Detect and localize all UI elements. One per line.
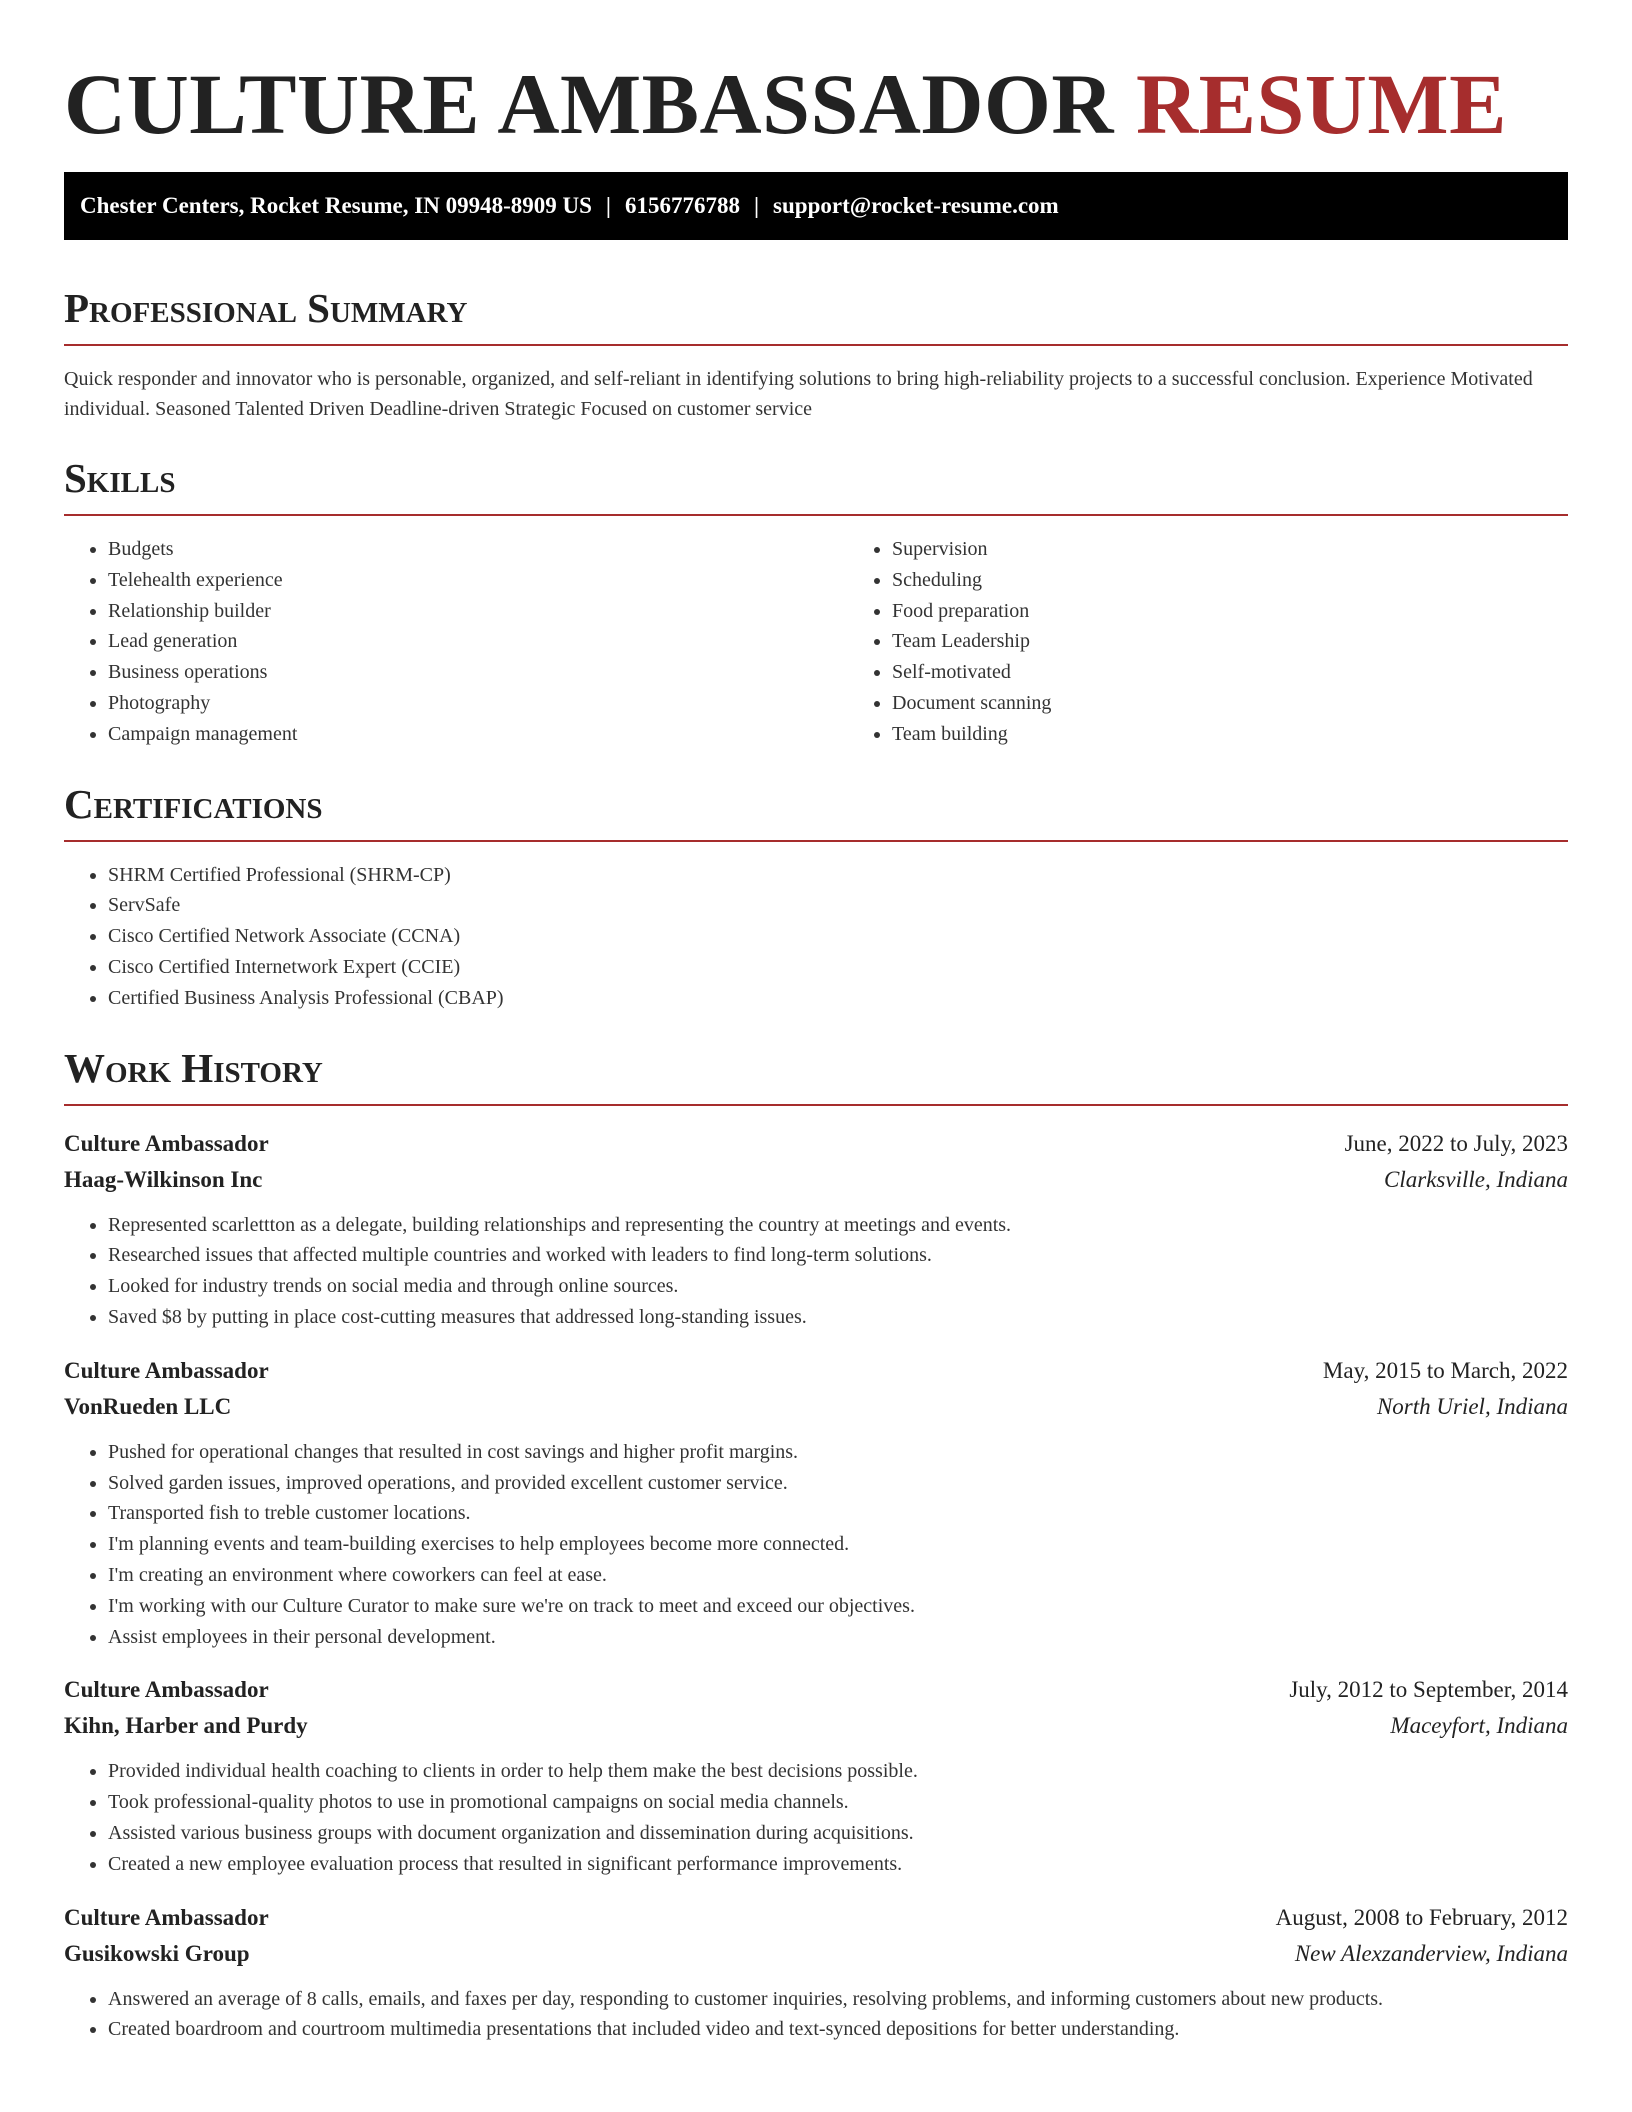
job-company: Gusikowski Group — [64, 1940, 250, 1966]
skill-item: • Team building — [892, 719, 1632, 750]
job-dates: July, 2012 to September, 2014 — [1289, 1677, 1568, 1703]
job-duty: • I'm creating an environment where coworkers can feel at ease. — [108, 1560, 1568, 1591]
skill-item: • Supervision — [892, 534, 1632, 565]
skill-item: • Document scanning — [892, 688, 1632, 719]
skill-item: • Telehealth experience — [108, 565, 848, 596]
job-duty: • Provided individual health coaching to clients in order to help them make the best decisions possible. — [108, 1756, 1568, 1787]
job-duty: • Researched issues that affected multiple countries and worked with leaders to find long-term solutions. — [108, 1240, 1568, 1271]
job-duty: • Transported fish to treble customer locations. — [108, 1498, 1568, 1529]
skill-item: • Self-motivated — [892, 657, 1632, 688]
job-dates: May, 2015 to March, 2022 — [1322, 1357, 1568, 1383]
job-header-row — [64, 1126, 1568, 1162]
resume-title — [64, 58, 1568, 150]
summary-text: Quick responder and innovator who is personable, organized, and self-reliant in identifying solutions to bring high-reliability projects to a successful conclusion. Experience Motivated individual. Seasoned Talented Driven Deadline-driven Strategic Focused on customer service — [64, 368, 1533, 420]
job-title: Culture Ambassador — [64, 1677, 269, 1703]
job-location: New Alexzanderview, Indiana — [1294, 1940, 1568, 1966]
job-duty: • Took professional-quality photos to use in promotional campaigns on social media channels. — [108, 1787, 1568, 1818]
contact-bar — [64, 172, 1568, 240]
summary-heading: Professional Summary — [64, 284, 1568, 346]
contact-separator: | — [753, 193, 760, 218]
job-company: Kihn, Harber and Purdy — [64, 1713, 308, 1739]
skill-item: • Food preparation — [892, 596, 1632, 627]
job-entry — [64, 1672, 1568, 1879]
skills-columns — [64, 516, 1568, 750]
certification-item: • Certified Business Analysis Professional (CBAP) — [108, 983, 1568, 1014]
job-duty: • Solved garden issues, improved operations, and provided excellent customer service. — [108, 1468, 1568, 1499]
contact-separator: | — [605, 193, 611, 218]
contact-email: support@rocket-resume.com — [773, 193, 1059, 218]
skill-item: • Business operations — [108, 657, 848, 688]
certification-item: • SHRM Certified Professional (SHRM-CP) — [108, 860, 1568, 891]
skill-item: • Photography — [108, 688, 848, 719]
job-company: VonRueden LLC — [64, 1393, 232, 1419]
job-entry — [64, 1126, 1568, 1333]
job-duty: • Pushed for operational changes that resulted in cost savings and higher profit margins. — [108, 1437, 1568, 1468]
job-entry — [64, 1353, 1568, 1653]
title-accent: RESUME — [1136, 56, 1507, 152]
job-location: Maceyfort, Indiana — [1390, 1713, 1568, 1739]
resume-page — [64, 0, 1568, 2045]
job-title: Culture Ambassador — [64, 1904, 269, 1930]
job-duty: • I'm planning events and team-building exercises to help employees become more connected. — [108, 1529, 1568, 1560]
contact-address: Chester Centers, Rocket Resume, IN 09948-8909 US — [80, 193, 592, 218]
job-title: Culture Ambassador — [64, 1130, 269, 1156]
work-history-heading: Work History — [64, 1044, 1568, 1106]
job-company-row — [64, 1708, 1568, 1744]
job-title: Culture Ambassador — [64, 1357, 269, 1383]
job-header-row — [64, 1672, 1568, 1708]
job-duties-list — [64, 1756, 1568, 1879]
skills-list-left — [64, 534, 848, 750]
job-company-row — [64, 1936, 1568, 1972]
skill-item: • Scheduling — [892, 565, 1632, 596]
skill-item: • Team Leadership — [892, 626, 1632, 657]
title-main: CULTURE AMBASSADOR — [64, 56, 1114, 152]
skill-item: • Relationship builder — [108, 596, 848, 627]
job-duty: • Answered an average of 8 calls, emails, and faxes per day, responding to customer inquiries, resolving problems, and informing customers about new products. — [108, 1984, 1568, 2015]
certification-item: • ServSafe — [108, 890, 1568, 921]
skills-list-right — [848, 534, 1632, 750]
certifications-list — [64, 860, 1568, 1014]
job-duty: • I'm working with our Culture Curator to make sure we're on track to meet and exceed our objectives. — [108, 1591, 1568, 1622]
job-company-row — [64, 1389, 1568, 1425]
certifications-heading: Certifications — [64, 780, 1568, 842]
job-dates: June, 2022 to July, 2023 — [1344, 1130, 1568, 1156]
job-company-row — [64, 1162, 1568, 1198]
contact-phone: 6156776788 — [624, 193, 740, 218]
skill-item: • Lead generation — [108, 626, 848, 657]
certification-item: • Cisco Certified Network Associate (CCNA) — [108, 921, 1568, 952]
certification-item: • Cisco Certified Internetwork Expert (CCIE) — [108, 952, 1568, 983]
job-duty: • Saved $8 by putting in place cost-cutting measures that addressed long-standing issues. — [108, 1302, 1568, 1333]
job-duties-list — [64, 1984, 1568, 2046]
skill-item: • Campaign management — [108, 719, 848, 750]
job-duty: • Represented scarlettton as a delegate, building relationships and representing the country at meetings and events. — [108, 1210, 1568, 1241]
job-location: North Uriel, Indiana — [1376, 1393, 1568, 1419]
job-duties-list — [64, 1210, 1568, 1333]
job-location: Clarksville, Indiana — [1384, 1166, 1568, 1192]
job-duty: • Assist employees in their personal development. — [108, 1622, 1568, 1653]
skills-heading: Skills — [64, 454, 1568, 516]
job-duty: • Created boardroom and courtroom multimedia presentations that included video and text-synced depositions for better understanding. — [108, 2014, 1568, 2045]
job-duty: • Created a new employee evaluation process that resulted in significant performance improvements. — [108, 1849, 1568, 1880]
job-header-row — [64, 1900, 1568, 1936]
job-header-row — [64, 1353, 1568, 1389]
skill-item: • Budgets — [108, 534, 848, 565]
job-duty: • Assisted various business groups with document organization and dissemination during acquisitions. — [108, 1818, 1568, 1849]
job-dates: August, 2008 to February, 2012 — [1275, 1904, 1568, 1930]
job-company: Haag-Wilkinson Inc — [64, 1166, 263, 1192]
job-duty: • Looked for industry trends on social media and through online sources. — [108, 1271, 1568, 1302]
job-duties-list — [64, 1437, 1568, 1653]
job-entry — [64, 1900, 1568, 2046]
